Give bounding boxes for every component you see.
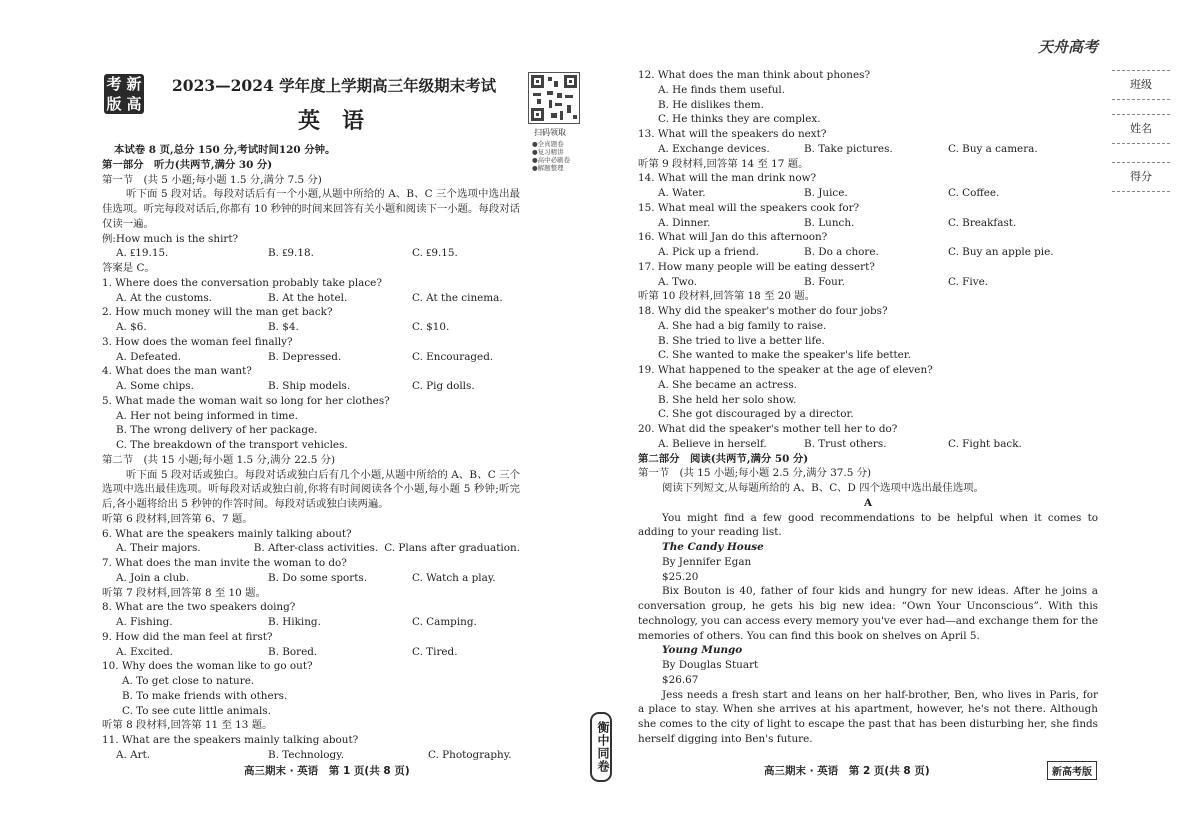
footer-page-2: 高三期末 · 英语 第 2 页(共 8 页) [764,765,930,777]
option: A. Believe in herself. [658,437,767,450]
option: A. She had a big family to raise. [658,319,827,332]
option: B. Hiking. [268,616,321,628]
question-14-options [638,186,1098,201]
footer-badge: 新高考版 [1047,761,1097,780]
question-13-options [638,142,1098,157]
qr-feature-list [532,140,570,172]
option: B. Bored. [268,645,318,658]
option: A. Join a club. [116,571,190,584]
qr-feature: ●高中必刷卷 [532,156,571,164]
option: A. ₤19.15. [116,247,169,260]
question-7: 7. What does the man invite the woman to do? [102,557,347,569]
footer-page-1: 高三期末 · 英语 第 1 页(共 8 页) [244,765,410,777]
question-14: 14. What will the man drink now? [638,172,817,185]
option: B. Do a chore. [804,246,879,258]
material-6: 听第 6 段材料,回答第 6、7 题。 [102,512,253,525]
question-3-options [102,350,520,365]
new-gaokao-badge [104,74,144,114]
option: C. Plans after graduation. [384,542,520,555]
question-7-options [102,571,520,586]
question-8-options [102,615,520,630]
question-9-options [102,645,520,660]
question-5: 5. What made the woman wait so long for her clothes? [102,394,390,407]
option: A. Her not being informed in time. [116,409,298,422]
part2-section1-title: 第一节 (共 15 小题;每小题 2.5 分,满分 37.5 分) [638,467,872,480]
book1-price: $25.20 [662,570,699,583]
option: B. Take pictures. [804,142,893,155]
question-4-options [102,379,520,394]
option: B. Technology. [268,748,344,761]
question-17-options [638,275,1098,290]
option: A. Two. [658,275,697,288]
qr-code[interactable] [528,72,580,124]
book2-price: $26.67 [662,673,699,686]
option: C. She wanted to make the speaker's life better. [658,349,911,362]
option: C. Tired. [412,645,458,658]
option: A. Dinner. [658,216,711,229]
question-6-options [102,541,520,556]
badge-char: 高 [126,95,142,113]
option: C. Buy a camera. [948,142,1038,155]
qr-feature: ●解题整理 [532,164,564,172]
option: B. Juice. [804,187,848,199]
option: B. Ship models. [268,380,351,392]
option: A. $6. [116,321,147,333]
question-1: 1. Where does the conversation probably take place? [102,276,382,289]
example-answer: 答案是 C。 [102,262,155,274]
option: A. Their majors. [116,542,201,555]
qr-feature: ●全真题卷 [532,140,564,148]
qr-caption: 扫码领取 [534,128,566,137]
section1-title: 第一节 (共 5 小题;每小题 1.5 分,满分 7.5 分) [102,173,322,186]
option: B. Lunch. [804,216,855,229]
question-8: 8. What are the two speakers doing? [102,601,296,614]
option: B. At the hotel. [268,291,348,304]
option: A. Exchange devices. [658,142,770,155]
option: A. Art. [116,748,151,761]
book1-author: By Jennifer Egan [662,555,752,568]
question-12: 12. What does the man think about phones? [638,69,871,81]
score-field[interactable] [1112,162,1170,192]
option: B. $4. [268,321,299,333]
book1-description: Bix Bouton is 40, father of four kids and hungry for new ideas. After he joins a conversation group, he gets his big new idea: “Own Your Unconscious”. With this technology, you can access every memory you've ever had—and exchange them for the memories of others. You can find this book on shelves on April 5. [638,585,1098,642]
question-13: 13. What will the speakers do next? [638,128,827,140]
qr-pattern-icon [529,73,579,123]
question-9: 9. How did the man feel at first? [102,630,273,643]
book2-author: By Douglas Stuart [662,659,759,671]
badge-char: 新 [126,75,142,93]
option: B. ₤9.18. [268,247,314,260]
option: C. Breakfast. [948,216,1017,229]
option: C. Encouraged. [412,350,494,363]
question-16-options [638,245,1098,260]
option: B. She tried to live a better life. [658,334,825,347]
option: B. Depressed. [268,350,342,363]
option: A. To get close to nature. [122,675,255,687]
question-20: 20. What did the speaker's mother tell her to do? [638,423,898,435]
option: B. To make friends with others. [122,689,288,702]
option: C. Camping. [412,616,477,628]
subject-title: 英 语 [298,108,365,134]
brand-logo: 天舟高考 [1038,38,1099,56]
book1-title: The Candy House [662,541,764,553]
option: C. ₤9.15. [412,247,458,260]
question-15-options [638,216,1098,231]
part2-title: 第二部分 阅读(共两节,满分 50 分) [638,452,809,465]
option: C. To see cute little animals. [122,704,271,717]
badge-char: 考 [106,75,122,93]
example-options [102,246,520,261]
material-10: 听第 10 段材料,回答第 18 至 20 题。 [638,290,816,303]
section2-instructions: 听下面 5 段对话或独白。每段对话或独白后有几个小题,从题中所给的 A、B、C 三个选项中选出最佳选项。听每段对话或独白前,你将有时间阅读各个小题,每小题 5 秒钟;听完后,各小题将给出 5 秒钟的作答时间。每段对话或独白读两遍。 [102,468,520,510]
question-2-options [102,320,520,335]
material-8: 听第 8 段材料,回答第 11 至 13 题。 [102,719,273,732]
question-15: 15. What meal will the speakers cook for? [638,201,860,214]
option: C. At the cinema. [412,291,503,304]
option: C. Coffee. [948,187,1000,199]
question-18: 18. Why did the speaker's mother do four jobs? [638,305,888,317]
badge-char: 版 [106,95,122,113]
material-9: 听第 9 段材料,回答第 14 至 17 题。 [638,157,809,170]
question-16: 16. What will Jan do this afternoon? [638,231,828,244]
qr-feature: ●复习精讲 [532,148,564,156]
option: C. Fight back. [948,437,1022,450]
passage-a-intro: You might find a few good recommendations to be helpful when it comes to adding to your reading list. [638,511,1098,539]
option: A. Pick up a friend. [658,246,759,258]
option: A. Defeated. [116,350,182,363]
option: C. He thinks they are complex. [658,113,821,126]
book2-title: Young Mungo [662,644,743,657]
exam-intro: 本试卷 8 页,总分 150 分,考试时间120 分钟。 [114,144,336,156]
option: A. Some chips. [116,380,194,392]
question-6: 6. What are the speakers mainly talking about? [102,527,352,540]
left-column [102,143,520,763]
section1-instructions: 听下面 5 段对话。每段对话后有一个小题,从题中所给的 A、B、C 三个选项中选出最佳选项。听完每段对话后,你都有 10 秒钟的时间来回答有关小题和阅读下一小题。每段对话仅读一遍。 [102,188,520,230]
option: B. He dislikes them. [658,98,764,111]
option: A. Excited. [116,645,173,658]
option: C. Photography. [428,748,512,761]
option: C. Watch a play. [412,571,496,584]
class-field[interactable] [1112,70,1170,100]
name-label: 姓名 [1130,122,1152,135]
name-field[interactable] [1112,114,1170,144]
option: C. Five. [948,275,989,288]
question-10: 10. Why does the woman like to go out? [102,660,313,673]
example-question: 例:How much is the shirt? [102,232,239,245]
material-7: 听第 7 段材料,回答第 8 至 10 题。 [102,586,266,599]
part2-section1-instructions: 阅读下列短文,从每题所给的 A、B、C、D 四个选项中选出最佳选项。 [662,482,984,494]
option: C. The breakdown of the transport vehicles. [116,439,348,451]
option: B. She held her solo show. [658,393,797,406]
option: C. $10. [412,321,450,333]
passage-a-label: A [863,496,873,509]
question-19: 19. What happened to the speaker at the age of eleven? [638,364,933,376]
right-column [638,68,1098,747]
question-2: 2. How much money will the man get back? [102,306,333,319]
part1-title: 第一部分 听力(共两节,满分 30 分) [102,158,273,171]
question-4: 4. What does the man want? [102,365,252,378]
option: A. Water. [658,187,706,199]
option: B. Trust others. [804,437,887,450]
score-label: 得分 [1130,170,1152,183]
option: C. She got discouraged by a director. [658,408,854,421]
class-label: 班级 [1130,78,1152,91]
option: C. Pig dolls. [412,380,475,392]
question-20-options [638,437,1098,452]
question-17: 17. How many people will be eating dessert? [638,260,875,273]
option: C. Buy an apple pie. [948,246,1054,258]
question-3: 3. How does the woman feel finally? [102,335,293,348]
center-seal: 衡中同卷 [590,712,612,782]
question-11: 11. What are the speakers mainly talking about? [102,734,359,746]
question-11-options [102,748,520,763]
book2-description: Jess needs a fresh start and leans on her half-brother, Ben, who lives in Paris, for a place to stay. When she arrives at his apartment, however, he's not there. Although she comes to the city of light to escape the past that has been disturbing her, she finds herself digging into Ben's future. [638,688,1098,745]
option: B. Do some sports. [268,571,368,584]
question-1-options [102,291,520,306]
option: A. He finds them useful. [658,83,786,96]
exam-title: 2023—2024 学年度上学期高三年级期末考试 [172,76,497,95]
option: B. After-class activities. [253,542,379,555]
section2-title: 第二节 (共 15 小题;每小题 1.5 分,满分 22.5 分) [102,453,336,466]
option: A. At the customs. [116,291,212,304]
option: B. The wrong delivery of her package. [116,424,318,437]
option: A. Fishing. [116,616,173,628]
option: A. She became an actress. [658,378,797,391]
option: B. Four. [804,275,845,288]
